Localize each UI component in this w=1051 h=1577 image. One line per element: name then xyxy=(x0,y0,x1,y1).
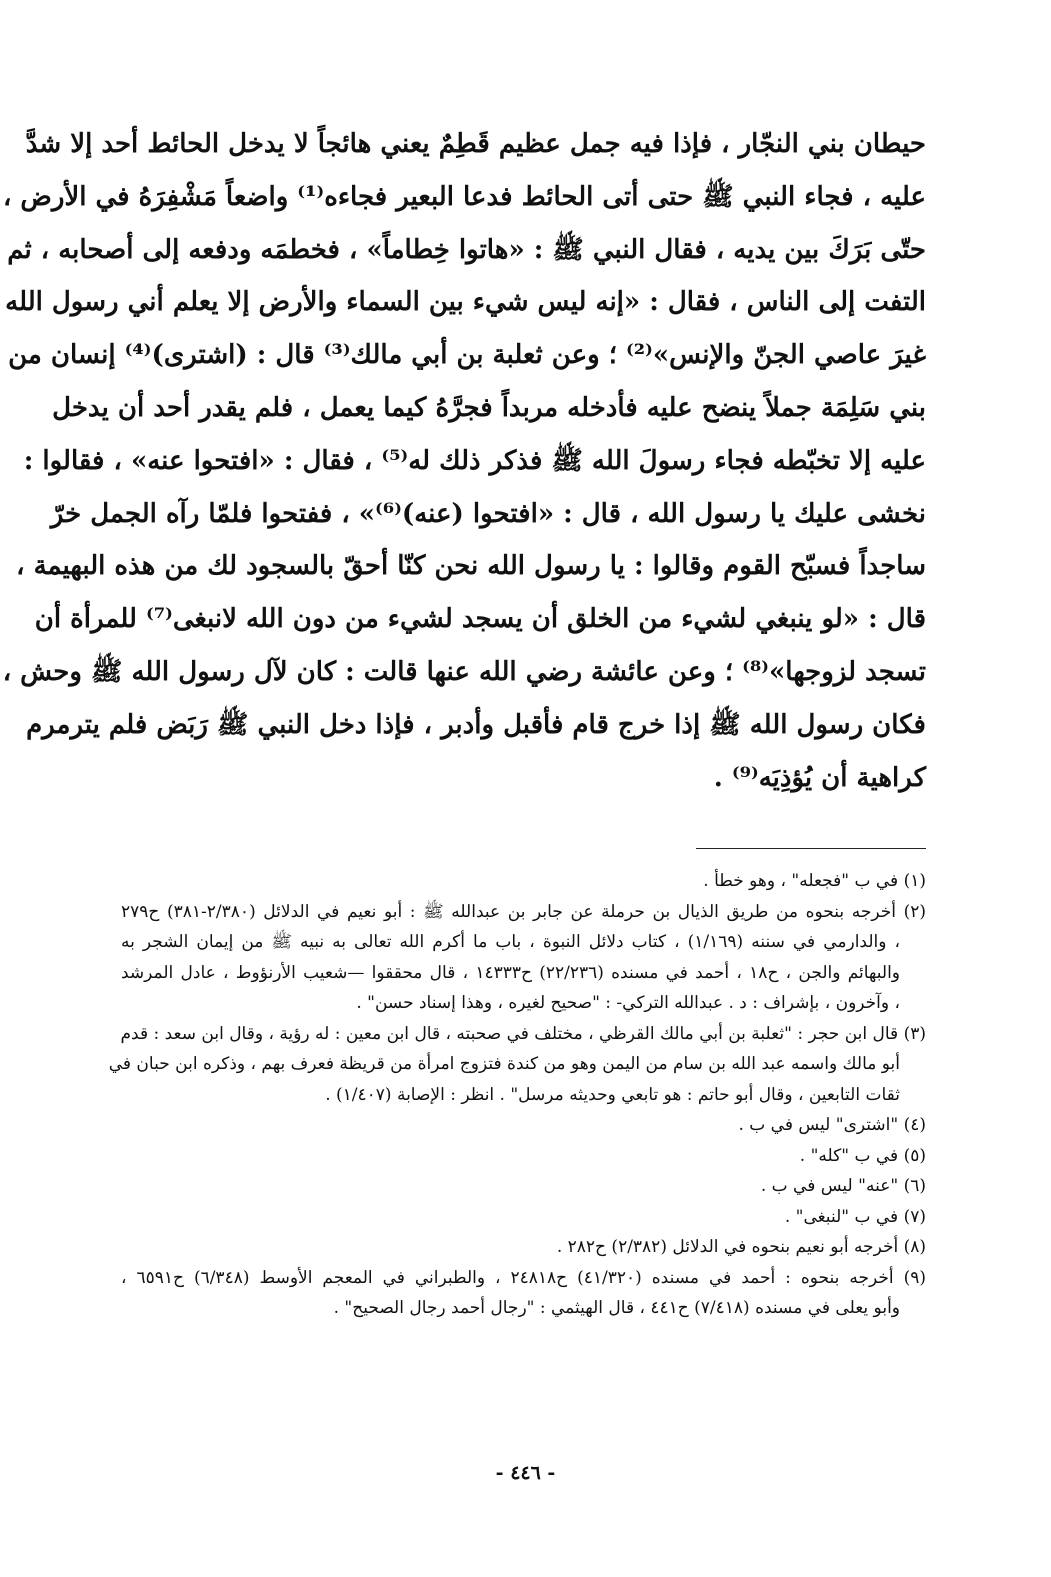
footnote-line: (٩) أخرجه بنحوه : أحمد في مسنده (٤١/٣٢٠) ح٢٤٨١٨ ، والطبراني في المعجم الأوسط (٦/٣٤٨) ح٦٥٩١ ، xyxy=(121,1267,926,1288)
footnote xyxy=(121,1263,926,1324)
footnote-line: ، وآخرون ، بإشراف : د . عبدالله التركي- : "صحيح لغيره ، وهذا إسناد حسن" . xyxy=(356,993,900,1013)
main-text-line: ساجداً فسبّح القوم وقالوا : يا رسول الله نحن كنّا أحقّ بالسجود لك من هذه البهيمة ، xyxy=(16,551,926,582)
footnote-line: (٥) في ب "كله" . xyxy=(799,1145,926,1166)
main-text-line: بني سَلِمَة جملاً ينضح عليه فأدخله مربداً فجرَّهُ كيما يعمل ، فلم يقدر أحد أن يدخل xyxy=(52,392,926,423)
footnote-line: ، والدارمي في سننه (١/١٦٩) ، كتاب دلائل النبوة ، باب ما أكرم الله تعالى به نبيه ﷺ من إيمان الشجر به xyxy=(121,932,900,952)
main-text-line: كراهية أن يُؤذِيَه⁽⁹⁾ . xyxy=(713,762,926,793)
footnote-line: أبو مالك واسمه عبد الله بن سام من اليمن وهو من كندة فتزوج امرأة من قريظة فعرف بهم ، وذكره ابن حبان في xyxy=(108,1054,900,1074)
footnote-line: (٧) في ب "لنبغى" . xyxy=(784,1206,926,1227)
footnotes xyxy=(108,866,927,1324)
footnote xyxy=(121,1232,926,1263)
main-text xyxy=(2,118,926,804)
main-text-line: التفت إلى الناس ، فقال : «إنه ليس شيء بين السماء والأرض إلا يعلم أني رسول الله xyxy=(5,287,926,318)
main-text-line: فكان رسول الله ﷺ إذا خرج قام فأقبل وأدبر ، فإذا دخل النبي ﷺ رَبَض فلم يترمرم xyxy=(26,709,926,740)
main-text-line: عليه ، فجاء النبي ﷺ حتى أتى الحائط فدعا البعير فجاءه⁽¹⁾ واضعاً مَشْفِرَهُ في الأرض ، xyxy=(2,181,926,212)
main-text-line: تسجد لزوجها»⁽⁸⁾ ؛ وعن عائشة رضي الله عنها قالت : كان لآل رسول الله ﷺ وحش ، xyxy=(2,656,926,687)
main-text-line: حيطان بني النجّار ، فإذا فيه جمل عظيم قَطِمٌ يعني هائجاً لا يدخل الحائط أحد إلا شدَّ xyxy=(25,129,926,159)
main-text-line: قال : «لو ينبغي لشيء من الخلق أن يسجد لشيء من دون الله لانبغى⁽⁷⁾ للمرأة أن xyxy=(34,604,926,635)
footnote-line: (٦) "عنه" ليس في ب . xyxy=(760,1176,926,1196)
page-number: - ٤٤٦ - xyxy=(495,1462,556,1484)
footnote-line: (٢) أخرجه بنحوه من طريق الذيال بن حرملة عن جابر بن عبدالله ﷺ : أبو نعيم في الدلائل (٢/٣٨٠-٣٨١) ح٢٧٩ xyxy=(121,901,927,922)
main-text-line: حتّى بَرَكَ بين يديه ، فقال النبي ﷺ : «هاتوا خِطاماً» ، فخطمَه ودفعه إلى أصحابه ، ثم xyxy=(7,234,926,265)
footnote xyxy=(121,866,926,897)
main-text-line: غيرَ عاصي الجنّ والإنس»⁽²⁾ ؛ وعن ثعلبة بن أبي مالك⁽³⁾ قال : (اشترى)⁽⁴⁾ إنسان من xyxy=(8,340,926,371)
footnote-line: وأبو يعلى في مسنده (٧/٤١٨) ح٤٤١ ، قال الهيثمي : "رجال أحمد رجال الصحيح" . xyxy=(333,1298,900,1318)
footnote-line: (٤) "اشترى" ليس في ب . xyxy=(738,1115,926,1135)
footnote xyxy=(121,897,926,1019)
footnote-line: (١) في ب "فجعله" ، وهو خطأ . xyxy=(703,871,926,891)
footnote xyxy=(121,1110,926,1141)
footnote-line: (٨) أخرجه أبو نعيم بنحوه في الدلائل (٢/٣٨٢) ح٢٨٢ . xyxy=(556,1237,926,1257)
footnote xyxy=(121,1141,926,1172)
footnote xyxy=(121,1171,926,1202)
footnote-line: والبهائم والجن ، ح١٨ ، أحمد في مسنده (٢٢/٢٣٦) ح١٤٣٣٣ ، قال محققوا —شعيب الأرنؤوط ، عادل المرشد xyxy=(121,962,900,983)
footnote xyxy=(108,1019,926,1111)
footnote-separator xyxy=(696,848,926,849)
main-text-line: عليه إلا تخبّطه فجاء رسولَ الله ﷺ فذكر ذلك له⁽⁵⁾ ، فقال : «افتحوا عنه» ، فقالوا : xyxy=(23,445,926,476)
footnote-line: (٣) قال ابن حجر : "ثعلبة بن أبي مالك القرظي ، مختلف في صحبته ، قال ابن معين : له رؤية ، وقال ابن سعد : قدم xyxy=(120,1023,926,1044)
main-text-line: نخشى عليك يا رسول الله ، قال : «افتحوا (عنه)⁽⁶⁾» ، ففتحوا فلمّا رآه الجمل خرّ xyxy=(50,498,926,529)
footnote-line: ثقات التابعين ، وقال أبو حاتم : هو تابعي وحديثه مرسل" . انظر : الإصابة (١/٤٠٧) . xyxy=(325,1084,900,1105)
footnote xyxy=(121,1202,926,1233)
